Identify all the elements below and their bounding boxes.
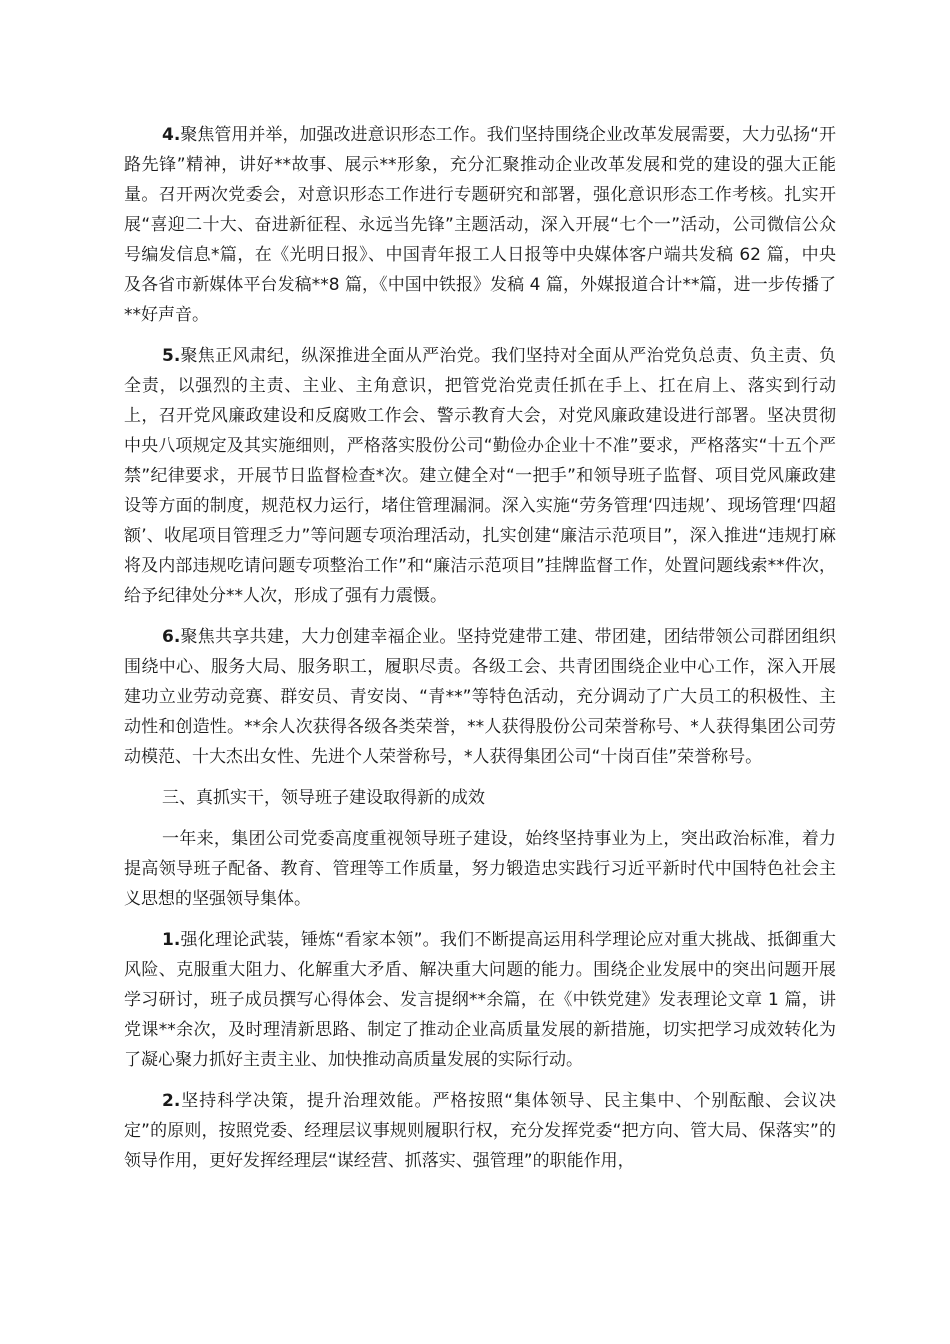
paragraph-s2 xyxy=(124,1086,836,1176)
paragraph-s1 xyxy=(124,925,836,1075)
section-intro: 一年来，集团公司党委高度重视领导班子建设，始终坚持事业为上，突出政治标准，着力提高领导班子配备、教育、管理等工作质量，努力锻造忠实践行习近平新时代中国特色社会主义思想的坚强领导集体。 xyxy=(124,829,836,909)
paragraph-text: 聚焦管用并举，加强改进意识形态工作。我们坚持围绕企业改革发展需要，大力弘扬“开路先锋”精神，讲好**故事、展示**形象，充分汇聚推动企业改革发展和党的建设的强大正能量。召开两次党委会，对意识形态工作进行专题研究和部署，强化意识形态工作考核。扎实开展“喜迎二十大、奋进新征程、永远当先锋”主题活动，深入开展“七个一”活动，公司微信公众号编发信息*篇，在《光明日报》、中国青年报工人日报等中央媒体客户端共发稿 62 篇，中央及各省市新媒体平台发稿**8 篇，《中国中铁报》发稿 4 篇，外媒报道合计**篇，进一步传播了**好声音。 xyxy=(124,125,836,325)
paragraph-number: 5. xyxy=(162,346,181,366)
paragraph-4 xyxy=(124,120,836,330)
paragraph-text: 聚焦共享共建，大力创建幸福企业。坚持党建带工建、带团建，团结带领公司群团组织围绕中心、服务大局、服务职工，履职尽责。各级工会、共青团围绕企业中心工作，深入开展建功立业劳动竞赛、群安员、青安岗、“青**”等特色活动，充分调动了广大员工的积极性、主动性和创造性。**余人次获得各级各类荣誉，**人获得股份公司荣誉称号、*人获得集团公司劳动模范、十大杰出女性、先进个人荣誉称号，*人获得集团公司“十岗百佳”荣誉称号。 xyxy=(124,627,836,767)
section-heading: 三、真抓实干，领导班子建设取得新的成效 xyxy=(162,788,485,808)
paragraph-text: 聚焦正风肃纪，纵深推进全面从严治党。我们坚持对全面从严治党负总责、负主责、负全责，以强烈的主责、主业、主角意识，把管党治党责任抓在手上、扛在肩上、落实到行动上，召开党风廉政建设和反腐败工作会、警示教育大会，对党风廉政建设进行部署。坚决贯彻中央八项规定及其实施细则，严格落实股份公司“勤俭办企业十不准”要求，严格落实“十五个严禁”纪律要求，开展节日监督检查*次。建立健全对“一把手”和领导班子监督、项目党风廉政建设等方面的制度，规范权力运行，堵住管理漏洞。深入实施“劳务管理‘四违规’、现场管理‘四超额’、收尾项目管理乏力”等问题专项治理活动，扎实创建“廉洁示范项目”，深入推进“违规打麻将及内部违规吃请问题专项整治工作”和“廉洁示范项目”挂牌监督工作，处置问题线索**件次，给予纪律处分**人次，形成了强有力震慑。 xyxy=(124,346,836,606)
paragraph-6 xyxy=(124,622,836,772)
paragraph-text: 坚持科学决策，提升治理效能。严格按照“集体领导、民主集中、个别酝酿、会议决定”的原则，按照党委、经理层议事规则履职行权，充分发挥党委“把方向、管大局、保落实”的领导作用，更好发挥经理层“谋经营、抓落实、强管理”的职能作用， xyxy=(124,1091,836,1171)
paragraph-number: 1. xyxy=(162,930,181,950)
paragraph-number: 6. xyxy=(162,627,181,647)
paragraph-lead-title: 强化理论武装，锤炼“看家本领” xyxy=(180,930,423,950)
paragraph-5 xyxy=(124,341,836,611)
paragraph-number: 4. xyxy=(162,125,181,145)
paragraph-number: 2. xyxy=(162,1091,181,1111)
paragraph-text: 。我们不断提高运用科学理论应对重大挑战、抵御重大风险、克服重大阻力、化解重大矛盾、解决重大问题的能力。围绕企业发展中的突出问题开展学习研讨，班子成员撰写心得体会、发言提纲**余篇，在《中铁党建》发表理论文章 1 篇，讲党课**余次，及时理清新思路、制定了推动企业高质量发展的新措施，切实把学习成效转化为了凝心聚力抓好主责主业、加快推动高质量发展的实际行动。 xyxy=(124,930,836,1070)
document-page xyxy=(124,120,836,1187)
